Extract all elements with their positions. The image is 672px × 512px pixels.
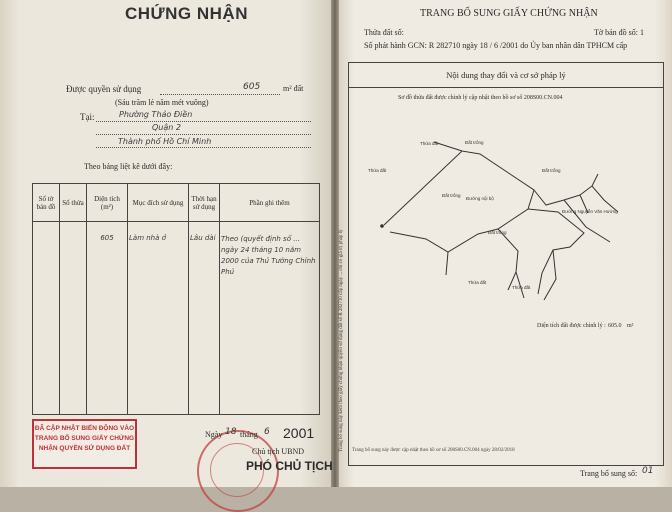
location-label: Tại: — [80, 112, 95, 122]
ward-name: Phường Thảo Điền — [119, 110, 193, 119]
cell-sheet — [33, 222, 60, 415]
cell-area: 605 — [87, 222, 128, 415]
boundary-line-e — [544, 250, 556, 300]
land-register-table — [32, 183, 320, 415]
boundary-line-d — [446, 252, 448, 275]
area-unit: m² đất — [283, 84, 304, 93]
update-stamp-line-1: ĐÃ CẬP NHẬT BIẾN ĐỘNG VÀO — [34, 425, 135, 432]
page-number-label: Trang bổ sung số: — [580, 469, 638, 478]
map-label-parcel: Đất trống — [442, 193, 461, 198]
col-header-note: Phần ghi thêm — [220, 184, 320, 222]
vertical-side-note: Trang bổ sung này kèm theo giấy chứng nhận quyền sử dụng đất số R 282710 cấp ngày ... chỉ có giá trị pháp lý — [339, 229, 344, 452]
city-dotline — [96, 147, 311, 148]
parcel-label: Thửa đất số: — [364, 28, 404, 37]
cell-parcel — [60, 222, 87, 415]
date-year: 2001 — [283, 425, 315, 441]
ward-dotline — [96, 121, 311, 122]
map-label-neighbor-2: Đất trống — [465, 140, 484, 145]
map-label-neighbor-5: Đất trống — [488, 230, 507, 235]
cell-purpose: Làm nhà ở — [128, 222, 189, 415]
book-spine — [331, 0, 339, 487]
map-label-neighbor-6: Thửa đất — [468, 280, 487, 285]
survey-point-marker — [380, 224, 384, 228]
list-intro: Theo bảng liệt kê dưới đây: — [84, 162, 173, 171]
adjusted-area-unit: m² — [627, 323, 634, 329]
area-prefix: Được quyền sử dụng — [66, 84, 142, 94]
map-label-neighbor-7: Thửa đất — [512, 285, 531, 290]
map-sheet-label: Tờ bản đồ số: 1 — [594, 28, 645, 37]
update-stamp-line-2: TRANG BỔ SUNG GIẤY CHỨNG — [34, 435, 135, 442]
area-value: 605 — [243, 82, 261, 92]
col-header-parcel: Số thửa — [60, 184, 87, 222]
date-month-label: tháng — [240, 430, 258, 439]
col-header-sheet: Số tờ bản đồ — [33, 184, 60, 222]
boundary-line-c — [498, 229, 518, 290]
adjusted-area-label: Diện tích đất được chỉnh lý : — [537, 323, 606, 329]
cell-term: Lâu dài — [189, 222, 220, 415]
col-header-term: Thời hạn sử dụng — [189, 184, 220, 222]
date-day: 18 — [225, 427, 237, 437]
date-month: 6 — [264, 427, 270, 437]
adjusted-area-value: 605.0 — [608, 323, 622, 329]
boundary-line-b — [528, 209, 584, 294]
city-name: Thành phố Hồ Chí Minh — [118, 137, 212, 146]
page-number-value: 01 — [642, 466, 654, 476]
map-label-neighbor-1: Thửa đất — [420, 141, 439, 146]
update-stamp-line-3: NHẬN QUYỀN SỬ DỤNG ĐẤT — [38, 445, 131, 452]
table-row — [33, 222, 320, 415]
map-label-road: Đường nội bộ — [466, 196, 494, 201]
signer-title: Chủ tịch UBND — [252, 447, 304, 456]
col-header-purpose: Mục đích sử dụng — [128, 184, 189, 222]
signer-role: PHÓ CHỦ TỊCH — [246, 459, 333, 473]
area-words: (Sáu trăm lẻ năm mét vuông) — [115, 98, 209, 107]
map-label-neighbor-3: Thửa đất — [368, 168, 387, 173]
road-line-d — [592, 174, 598, 186]
supplement-title: TRANG BỔ SUNG GIẤY CHỨNG NHẬN — [420, 8, 598, 19]
certificate-issue-line: Số phát hành GCN: R 282710 ngày 18 / 6 /2001 do Ủy ban nhân dân TPHCM cấp — [364, 41, 628, 50]
section-header: Nội dung thay đổi và cơ sở pháp lý — [349, 63, 663, 88]
map-caption: Sơ đồ thửa đất được chỉnh lý cập nhật theo hồ sơ số 208S00.CN.004 — [398, 95, 563, 101]
parcel-boundary-main — [384, 151, 534, 252]
col-header-area: Diện tích (m²) — [87, 184, 128, 222]
date-label: Ngày — [205, 430, 223, 439]
cell-note: Theo (quyết định số ... ngày 24 tháng 10 năm 2000 của Thủ Tướng Chính Phủ — [220, 222, 320, 415]
district-dotline — [96, 134, 311, 135]
road-line-b — [564, 200, 610, 242]
certificate-title: CHỨNG NHẬN — [125, 4, 248, 23]
district-name: Quận 2 — [152, 123, 181, 132]
bottom-update-note: Trang bổ sung này được cập nhật theo hồ sơ số 208S00.CN.004 ngày 28/02/2018 — [352, 448, 515, 453]
map-label-street: Đường Nguyễn Văn Hưởng — [562, 209, 618, 214]
map-label-neighbor-4: Đất trống — [542, 168, 561, 173]
update-stamp — [32, 419, 137, 469]
parcel-sketch — [348, 62, 662, 464]
area-dotline — [160, 94, 280, 95]
